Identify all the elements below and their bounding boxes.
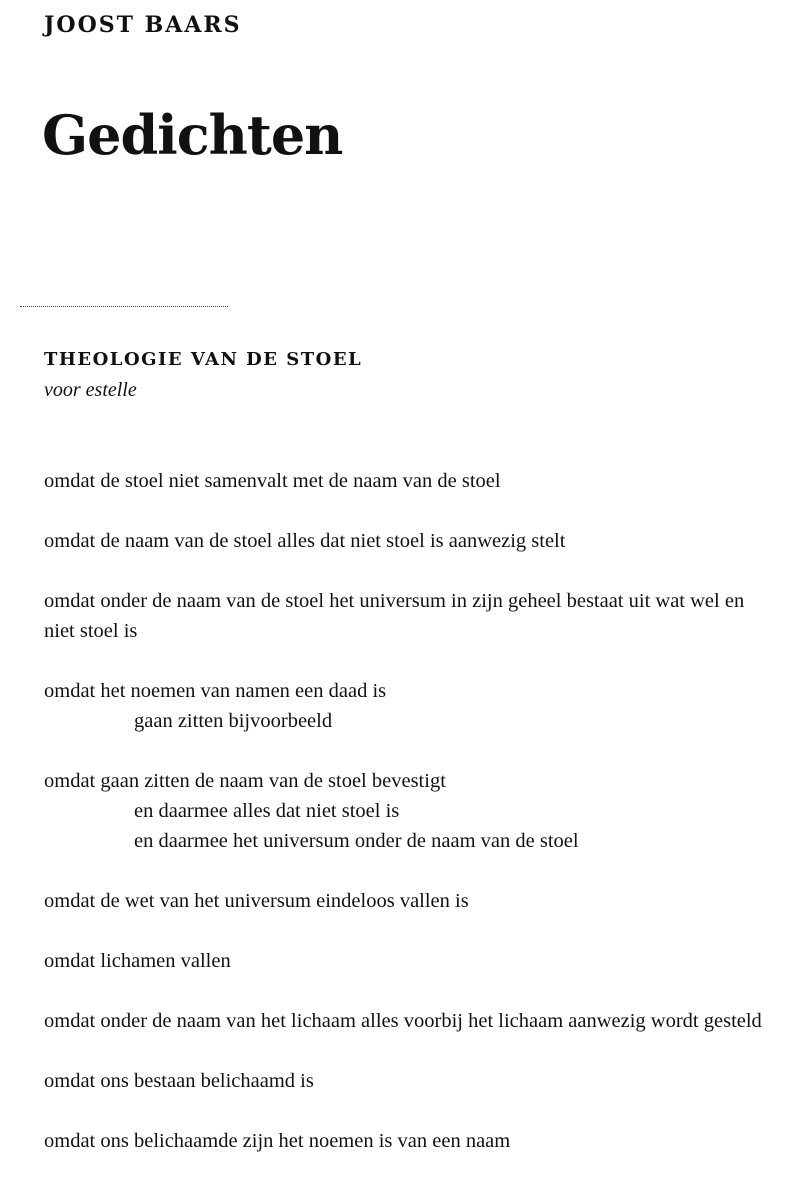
poem-title: THEOLOGIE VAN DE STOEL [44,349,363,370]
poem-line: omdat de stoel niet samenvalt met de naam van de stoel [44,470,501,492]
stanza [44,586,774,646]
poem-line: omdat lichamen vallen [44,950,231,972]
stanza [44,946,774,976]
poem-dedication: voor estelle [44,379,137,401]
poem-line-indented: gaan zitten bijvoorbeeld [134,710,333,732]
poem-line: omdat ons belichaamde zijn het noemen is van een naam [44,1130,511,1152]
author-name: JOOST BAARS [44,12,242,38]
dotted-divider [20,306,228,307]
poem-line: omdat onder de naam van de stoel het universum in zijn geheel bestaat uit wat wel en niet stoel is [44,590,745,642]
stanza [44,1066,774,1096]
poem-line-indented: en daarmee het universum onder de naam van de stoel [134,830,579,852]
poem-line: omdat de wet van het universum eindeloos vallen is [44,890,469,912]
stanza [44,676,774,736]
poem-line-indented: en daarmee alles dat niet stoel is [134,800,400,822]
stanza [44,1126,774,1156]
stanza [44,526,774,556]
stanza [44,886,774,916]
poem-line: omdat ons bestaan belichaamd is [44,1070,314,1092]
poem-line: omdat onder de naam van het lichaam alles voorbij het lichaam aanwezig wordt gesteld [44,1010,762,1032]
poem-body [44,466,774,1186]
stanza [44,766,774,856]
book-title: Gedichten [42,103,343,167]
stanza [44,466,774,496]
poem-line: omdat de naam van de stoel alles dat niet stoel is aanwezig stelt [44,530,566,552]
stanza [44,1006,774,1036]
poem-line: omdat het noemen van namen een daad is [44,680,387,702]
poem-line: omdat gaan zitten de naam van de stoel bevestigt [44,770,446,792]
